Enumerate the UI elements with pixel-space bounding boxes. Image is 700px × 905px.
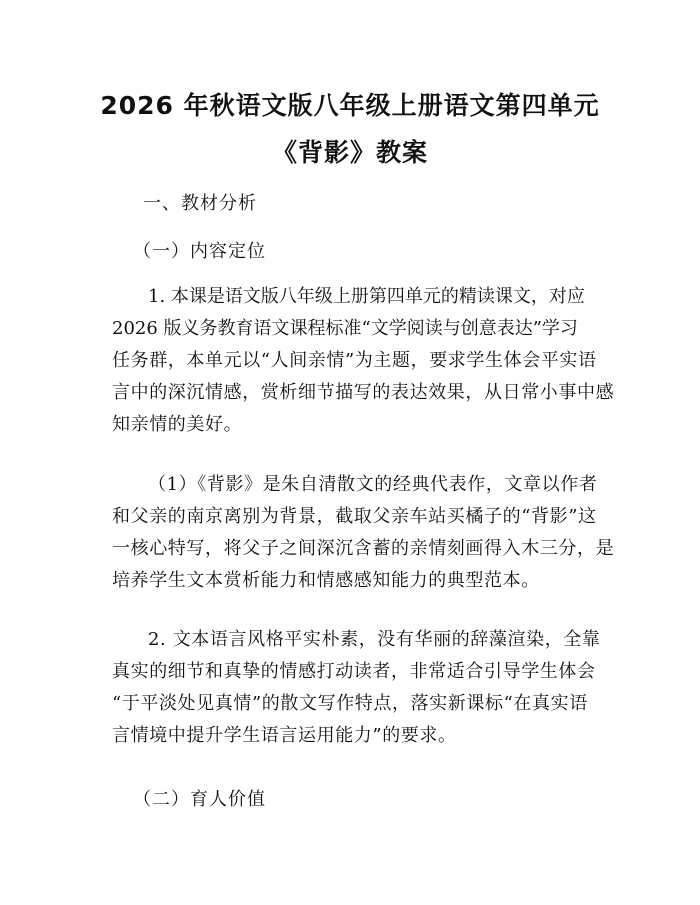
paragraph-line: “于平淡处见真情”的散文写作特点，落实新课标“在真实语	[112, 693, 588, 714]
paragraph-line: 培养学生文本赏析能力和情感感知能力的典型范本。	[112, 570, 540, 591]
paragraph-line: 真实的细节和真挚的情感打动读者，非常适合引导学生体会	[112, 661, 596, 682]
subsection-heading-educational-value: （二）育人价值	[133, 789, 266, 810]
paragraph-line: 1. 本课是语文版八年级上册第四单元的精读课文，对应	[148, 286, 585, 307]
paragraph-line: 2. 文本语言风格平实朴素，没有华丽的辞藻渲染，全靠	[148, 629, 601, 650]
paragraph-line: 2026 版义务教育语文课程标准“文学阅读与创意表达”学习	[112, 318, 578, 339]
paragraph-line: 言中的深沉情感，赏析细节描写的表达效果，从日常小事中感	[112, 382, 615, 403]
paragraph-line: 言情境中提升学生语言运用能力”的要求。	[112, 725, 457, 746]
paragraph-line: 知亲情的美好。	[112, 414, 243, 435]
subsection-heading-content-positioning: （一）内容定位	[133, 241, 266, 262]
paragraph-line: 和父亲的南京离别为背景，截取父亲车站买橘子的“背影”这	[112, 506, 597, 527]
section-heading-textbook-analysis: 一、教材分析	[143, 193, 257, 214]
paragraph-line: （1）《背影》是朱自清散文的经典代表作，文章以作者	[148, 474, 598, 495]
paragraph-language-style	[112, 624, 604, 752]
paragraph-line: 一核心特写，将父子之间深沉含蓄的亲情刻画得入木三分，是	[112, 538, 615, 559]
paragraph-course-positioning	[112, 281, 615, 441]
paragraph-line: 任务群，本单元以“人间亲情”为主题，要求学生体会平实语	[112, 350, 597, 371]
paragraph-text-introduction	[112, 469, 615, 597]
document-title-line-1: 2026 年秋语文版八年级上册语文第四单元	[100, 91, 600, 120]
document-title-line-2: 《背影》教案	[271, 138, 428, 167]
